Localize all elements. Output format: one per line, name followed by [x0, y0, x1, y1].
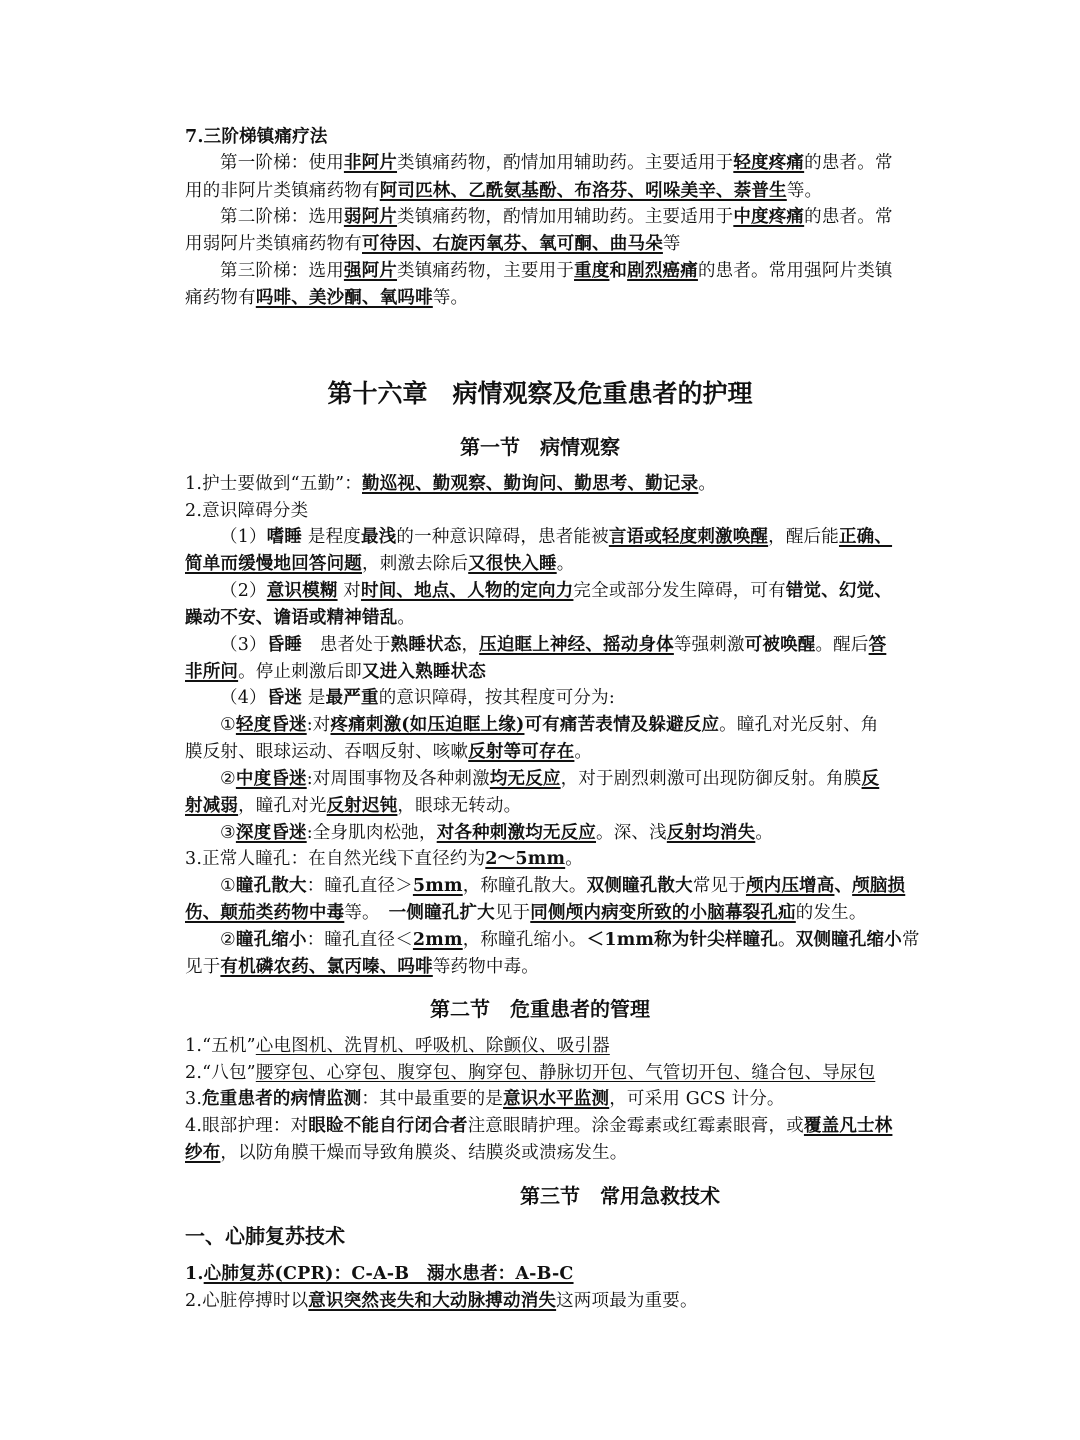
paragraph-line: 2.心脏停搏时以意识突然丧失和大动脉搏动消失这两项最为重要。 [185, 1291, 698, 1311]
paragraph-line: （1）嗜睡 是程度最浅的一种意识障碍，患者能被言语或轻度刺激唤醒，醒后能正确、 [220, 527, 893, 547]
paragraph-line: 第三阶梯：选用强阿片类镇痛药物，主要用于重度和剧烈癌痛的患者。常用强阿片类镇 [220, 261, 893, 281]
paragraph-line: 3.危重患者的病情监测：其中最重要的是意识水平监测，可采用 GCS 计分。 [185, 1089, 785, 1109]
paragraph-line: 3.正常人瞳孔：在自然光线下直径约为2～5mm。 [185, 849, 583, 869]
paragraph-line: 膜反射、眼球运动、吞咽反射、咳嗽反射等可存在。 [185, 742, 593, 762]
paragraph-line: 用的非阿片类镇痛药物有阿司匹林、乙酰氨基酚、布洛芬、吲哚美辛、萘普生等。 [185, 181, 823, 201]
paragraph-line: 1.“五机”心电图机、洗胃机、呼吸机、除颤仪、吸引器 [185, 1036, 610, 1056]
section-title: 第三节 常用急救技术 [520, 1184, 720, 1208]
paragraph-line: （2）意识模糊 对时间、地点、人物的定向力完全或部分发生障碍，可有错觉、幻觉、 [220, 581, 893, 601]
paragraph-line: 伤、颠茄类药物中毒等。 一侧瞳孔扩大见于同侧颅内病变所致的小脑幕裂孔疝的发生。 [185, 903, 867, 923]
paragraph-line: 1.护士要做到“五勤”：勤巡视、勤观察、勤询问、勤思考、勤记录。 [185, 474, 717, 494]
paragraph-line: ①瞳孔散大：瞳孔直径＞5mm，称瞳孔散大。双侧瞳孔散大常见于颅内压增高、颅脑损 [220, 876, 906, 896]
paragraph-line: （4）昏迷 是最严重的意识障碍，按其程度可分为: [220, 688, 615, 708]
paragraph-line: ②中度昏迷:对周围事物及各种刺激均无反应，对于剧烈刺激可出现防御反射。角膜反 [220, 769, 880, 789]
section-title: 第一节 病情观察 [460, 435, 620, 459]
paragraph-line: 痛药物有吗啡、美沙酮、氧吗啡等。 [185, 288, 469, 308]
paragraph-line: 1.心肺复苏(CPR)：C-A-B 溺水患者：A-B-C [185, 1264, 574, 1284]
paragraph-line: （3）昏睡 患者处于熟睡状态，压迫眶上神经、摇动身体等强刺激可被唤醒。醒后答 [220, 635, 887, 655]
paragraph-line: 非所问。停止刺激后即又进入熟睡状态 [185, 662, 486, 682]
paragraph-line: 躁动不安、谵语或精神错乱。 [185, 608, 416, 628]
chapter-title: 第十六章 病情观察及危重患者的护理 [327, 379, 753, 408]
paragraph-line: ①轻度昏迷:对疼痛刺激(如压迫眶上缘)可有痛苦表情及躲避反应。瞳孔对光反射、角 [220, 715, 879, 735]
paragraph-line: 用弱阿片类镇痛药物有可待因、右旋丙氧芬、氧可酮、曲马朵等 [185, 234, 681, 254]
paragraph-line: ②瞳孔缩小：瞳孔直径＜2mm，称瞳孔缩小。＜1mm称为针尖样瞳孔。双侧瞳孔缩小常 [220, 930, 920, 950]
paragraph-line: 第二阶梯：选用弱阿片类镇痛药物，酌情加用辅助药。主要适用于中度疼痛的患者。常 [220, 207, 893, 227]
section-heading: 7.三阶梯镇痛疗法 [185, 127, 328, 147]
paragraph-line: 4.眼部护理：对眼睑不能自行闭合者注意眼睛护理。涂金霉素或红霉素眼膏，或覆盖凡士林 [185, 1116, 893, 1136]
paragraph-line: 简单而缓慢地回答问题，刺激去除后又很快入睡。 [185, 554, 575, 574]
paragraph-line: 纱布，以防角膜干燥而导致角膜炎、结膜炎或溃疡发生。 [185, 1143, 628, 1163]
paragraph-line: 2.意识障碍分类 [185, 501, 309, 521]
subsection-title: 一、心肺复苏技术 [185, 1224, 345, 1248]
section-title: 第二节 危重患者的管理 [430, 997, 650, 1021]
paragraph-line: 见于有机磷农药、氯丙嗪、吗啡等药物中毒。 [185, 957, 540, 977]
paragraph-line: 第一阶梯：使用非阿片类镇痛药物，酌情加用辅助药。主要适用于轻度疼痛的患者。常 [220, 153, 893, 173]
paragraph-line: 射减弱，瞳孔对光反射迟钝，眼球无转动。 [185, 796, 522, 816]
paragraph-line: 2.“八包”腰穿包、心穿包、腹穿包、胸穿包、静脉切开包、气管切开包、缝合包、导尿包 [185, 1063, 876, 1083]
paragraph-line: ③深度昏迷:全身肌肉松弛，对各种刺激均无反应。深、浅反射均消失。 [220, 823, 774, 843]
